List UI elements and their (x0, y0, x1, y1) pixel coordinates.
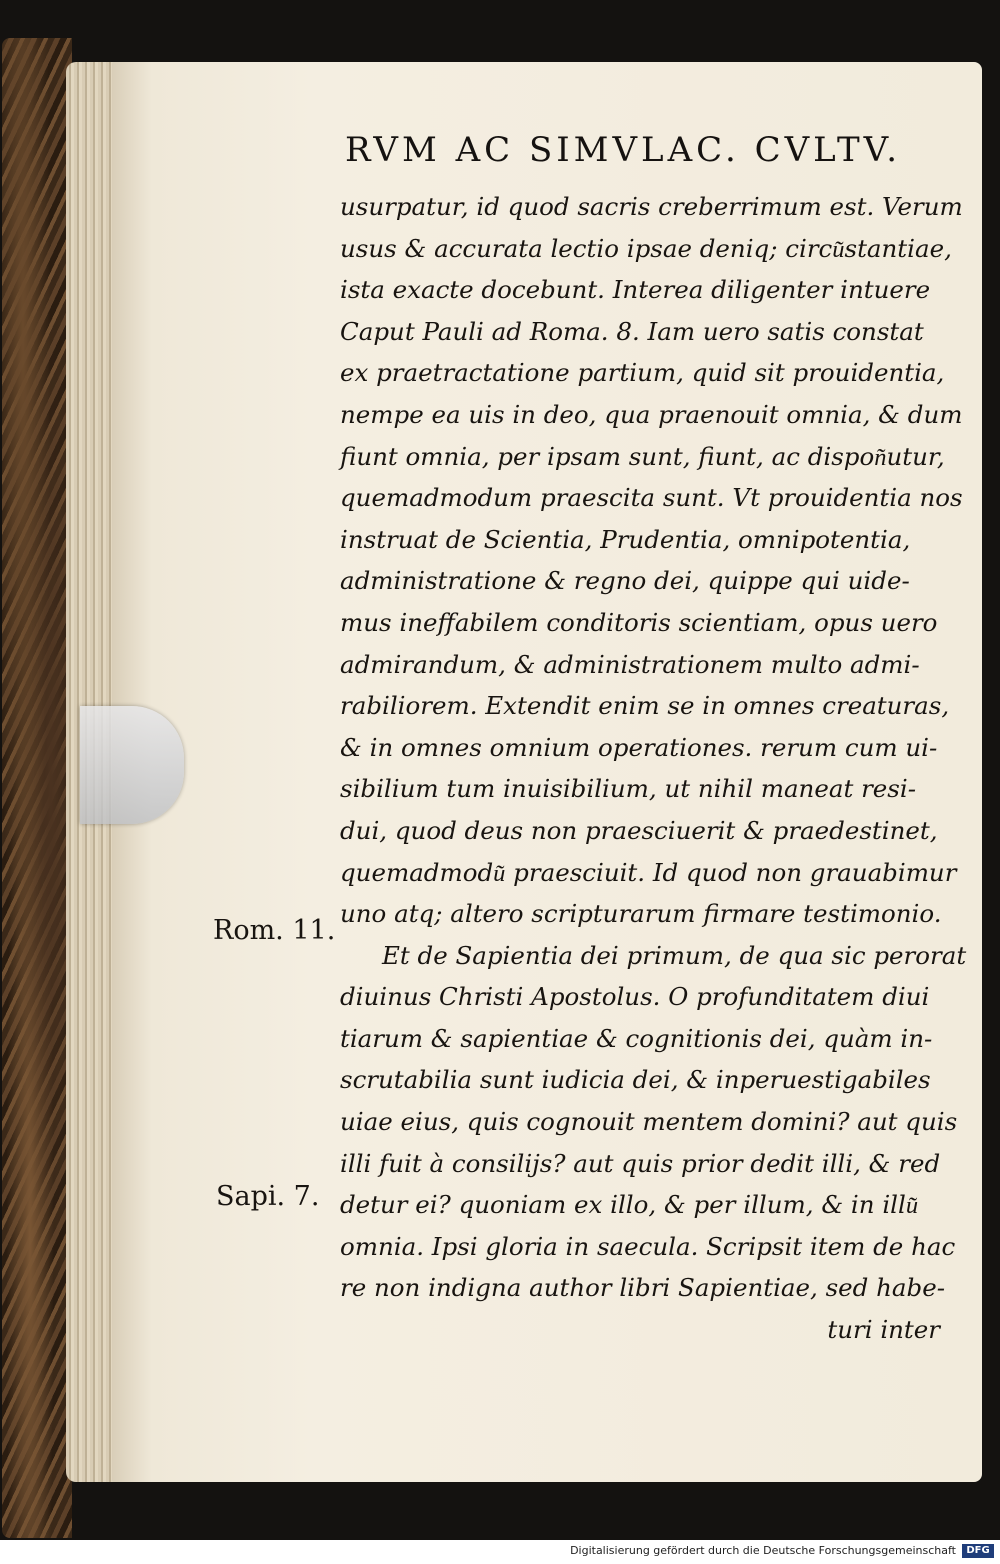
marbled-cover (2, 38, 72, 1538)
body-text (340, 186, 967, 1351)
page-clip (80, 706, 184, 824)
text-line: ex praetractatione partium, quid sit prouidentia, (340, 358, 945, 388)
text-line: & in omnes omnium operationes. rerum cum ui- (340, 732, 938, 762)
text-line: rabiliorem. Extendit enim se in omnes creaturas, (340, 691, 950, 721)
text-line: ista exacte docebunt. Interea diligenter intuere (340, 275, 931, 305)
marginal-note-sapi: Sapi. 7. (216, 1181, 320, 1212)
marginal-note-rom: Rom. 11. (213, 915, 336, 946)
text-line: illi fuit à consilijs? aut quis prior dedit illi, & red (340, 1148, 941, 1178)
text-line: quemadmodum praescita sunt. Vt prouidentia nos (340, 483, 963, 513)
text-line: uno atq; altero scripturarum firmare testimonio. (340, 899, 942, 929)
text-line: usus & accurata lectio ipsae deniq; circu͂stantiae, (340, 233, 952, 263)
text-line: mus ineffabilem conditoris scientiam, opus uero (340, 607, 938, 637)
text-line: quemadmodu͂ praesciuit. Id quod non grauabimur (340, 857, 957, 887)
text-line: Et de Sapientia dei primum, de qua sic perorat (382, 940, 967, 970)
text-line: re non indigna author libri Sapientiae, sed habe- (340, 1273, 945, 1303)
text-line: sibilium tum inuisibilium, ut nihil maneat resi- (340, 774, 916, 804)
text-line: Caput Pauli ad Roma. 8. Iam uero satis constat (340, 316, 924, 346)
text-line: fiunt omnia, per ipsam sunt, fiunt, ac dispon͂utur, (340, 441, 945, 471)
text-line: tiarum & sapientiae & cognitionis dei, quàm in- (340, 1023, 933, 1053)
text-line: dui, quod deus non praesciuerit & praedestinet, (340, 815, 938, 845)
catchword: turi inter (827, 1315, 940, 1345)
text-line: uiae eius, quis cognouit mentem domini? aut quis (340, 1107, 958, 1137)
text-line: instruat de Scientia, Prudentia, omnipotentia, (340, 524, 911, 554)
dfg-logo: DFG (962, 1544, 994, 1558)
text-line: nempe ea uis in deo, qua praenouit omnia, & dum (340, 399, 963, 429)
text-line: detur ei? quoniam ex illo, & per illum, & in illu͂ (340, 1190, 919, 1220)
text-line: diuinus Christi Apostolus. O profunditatem diui (340, 982, 930, 1012)
footer-credit: Digitalisierung gefördert durch die Deutsche Forschungsgemeinschaft (570, 1544, 956, 1557)
running-head: RVM AC SIMVLAC. CVLTV. (345, 130, 902, 170)
text-line: administratione & regno dei, quippe qui uide- (340, 566, 910, 596)
footer-bar (0, 1540, 1000, 1564)
text-line: omnia. Ipsi gloria in saecula. Scripsit item de hac (340, 1231, 956, 1261)
text-line: usurpatur, id quod sacris creberrimum est. Verum (340, 192, 963, 221)
text-line: admirandum, & administrationem multo admi- (340, 649, 920, 679)
text-line: scrutabilia sunt iudicia dei, & inperuestigabiles (340, 1065, 931, 1095)
